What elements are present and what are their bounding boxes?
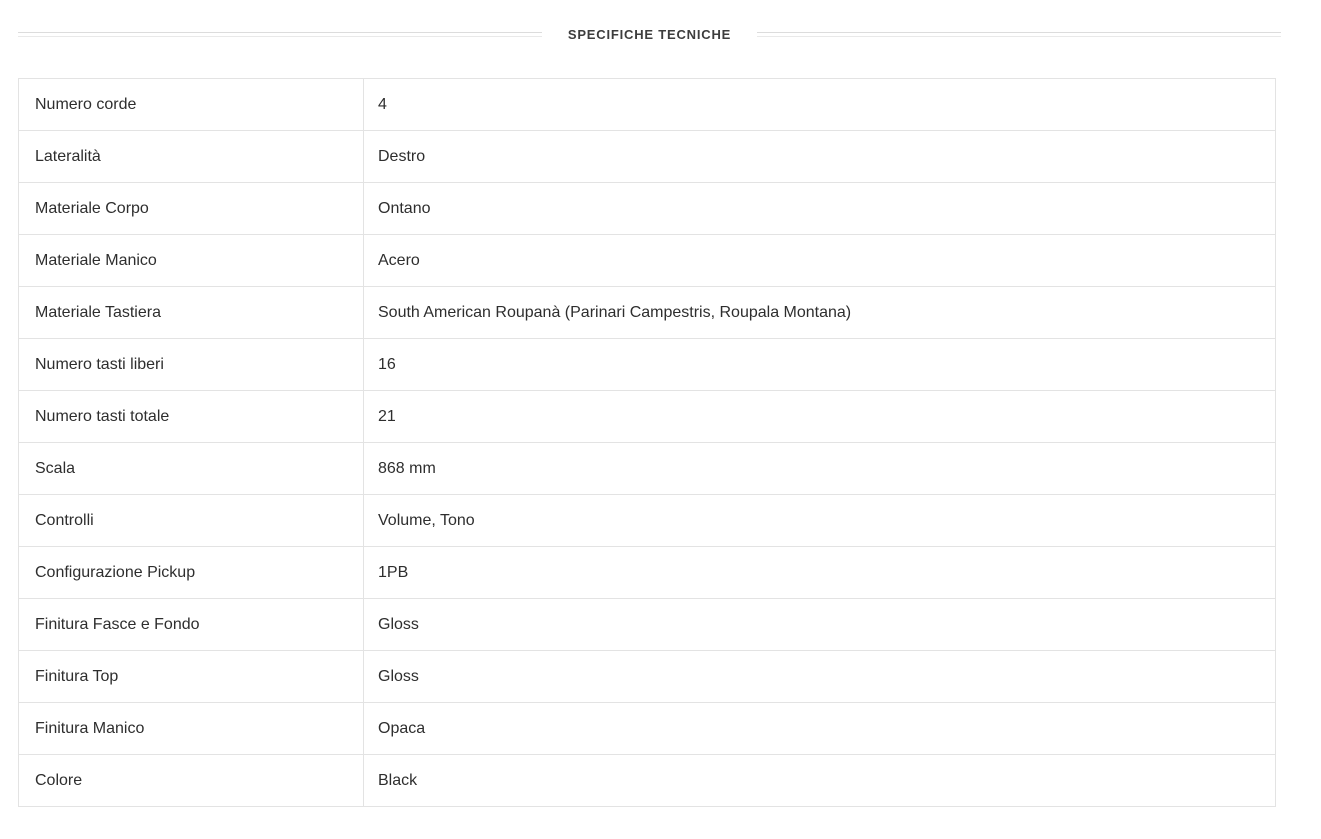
spec-row (19, 131, 1276, 183)
spec-row (19, 651, 1276, 703)
spec-row (19, 339, 1276, 391)
spec-label: Numero corde (19, 79, 364, 131)
spec-row (19, 183, 1276, 235)
spec-value: Ontano (364, 183, 1276, 235)
spec-value: Gloss (364, 599, 1276, 651)
spec-value: 4 (364, 79, 1276, 131)
header-rule-left (18, 32, 542, 37)
spec-row (19, 599, 1276, 651)
spec-value: Acero (364, 235, 1276, 287)
spec-label: Configurazione Pickup (19, 547, 364, 599)
spec-value: Opaca (364, 703, 1276, 755)
spec-value: Volume, Tono (364, 495, 1276, 547)
spec-value: 1PB (364, 547, 1276, 599)
spec-label: Numero tasti totale (19, 391, 364, 443)
spec-row (19, 755, 1276, 807)
specs-table-body (19, 79, 1276, 807)
spec-label: Finitura Fasce e Fondo (19, 599, 364, 651)
section-title: SPECIFICHE TECNICHE (567, 27, 732, 42)
spec-row (19, 703, 1276, 755)
spec-row (19, 235, 1276, 287)
spec-value: Destro (364, 131, 1276, 183)
spec-row (19, 443, 1276, 495)
spec-label: Colore (19, 755, 364, 807)
spec-row (19, 547, 1276, 599)
section-header (18, 27, 1281, 42)
spec-label: Controlli (19, 495, 364, 547)
spec-row (19, 79, 1276, 131)
spec-row (19, 287, 1276, 339)
spec-label: Finitura Manico (19, 703, 364, 755)
spec-value: South American Roupanà (Parinari Campestris, Roupala Montana) (364, 287, 1276, 339)
spec-label: Scala (19, 443, 364, 495)
spec-value: Gloss (364, 651, 1276, 703)
spec-value: 868 mm (364, 443, 1276, 495)
spec-label: Materiale Tastiera (19, 287, 364, 339)
spec-label: Numero tasti liberi (19, 339, 364, 391)
spec-label: Finitura Top (19, 651, 364, 703)
spec-value: 16 (364, 339, 1276, 391)
spec-row (19, 495, 1276, 547)
spec-value: Black (364, 755, 1276, 807)
header-rule-right (757, 32, 1281, 37)
spec-value: 21 (364, 391, 1276, 443)
specs-table (18, 78, 1276, 807)
spec-label: Lateralità (19, 131, 364, 183)
spec-label: Materiale Manico (19, 235, 364, 287)
spec-row (19, 391, 1276, 443)
spec-label: Materiale Corpo (19, 183, 364, 235)
